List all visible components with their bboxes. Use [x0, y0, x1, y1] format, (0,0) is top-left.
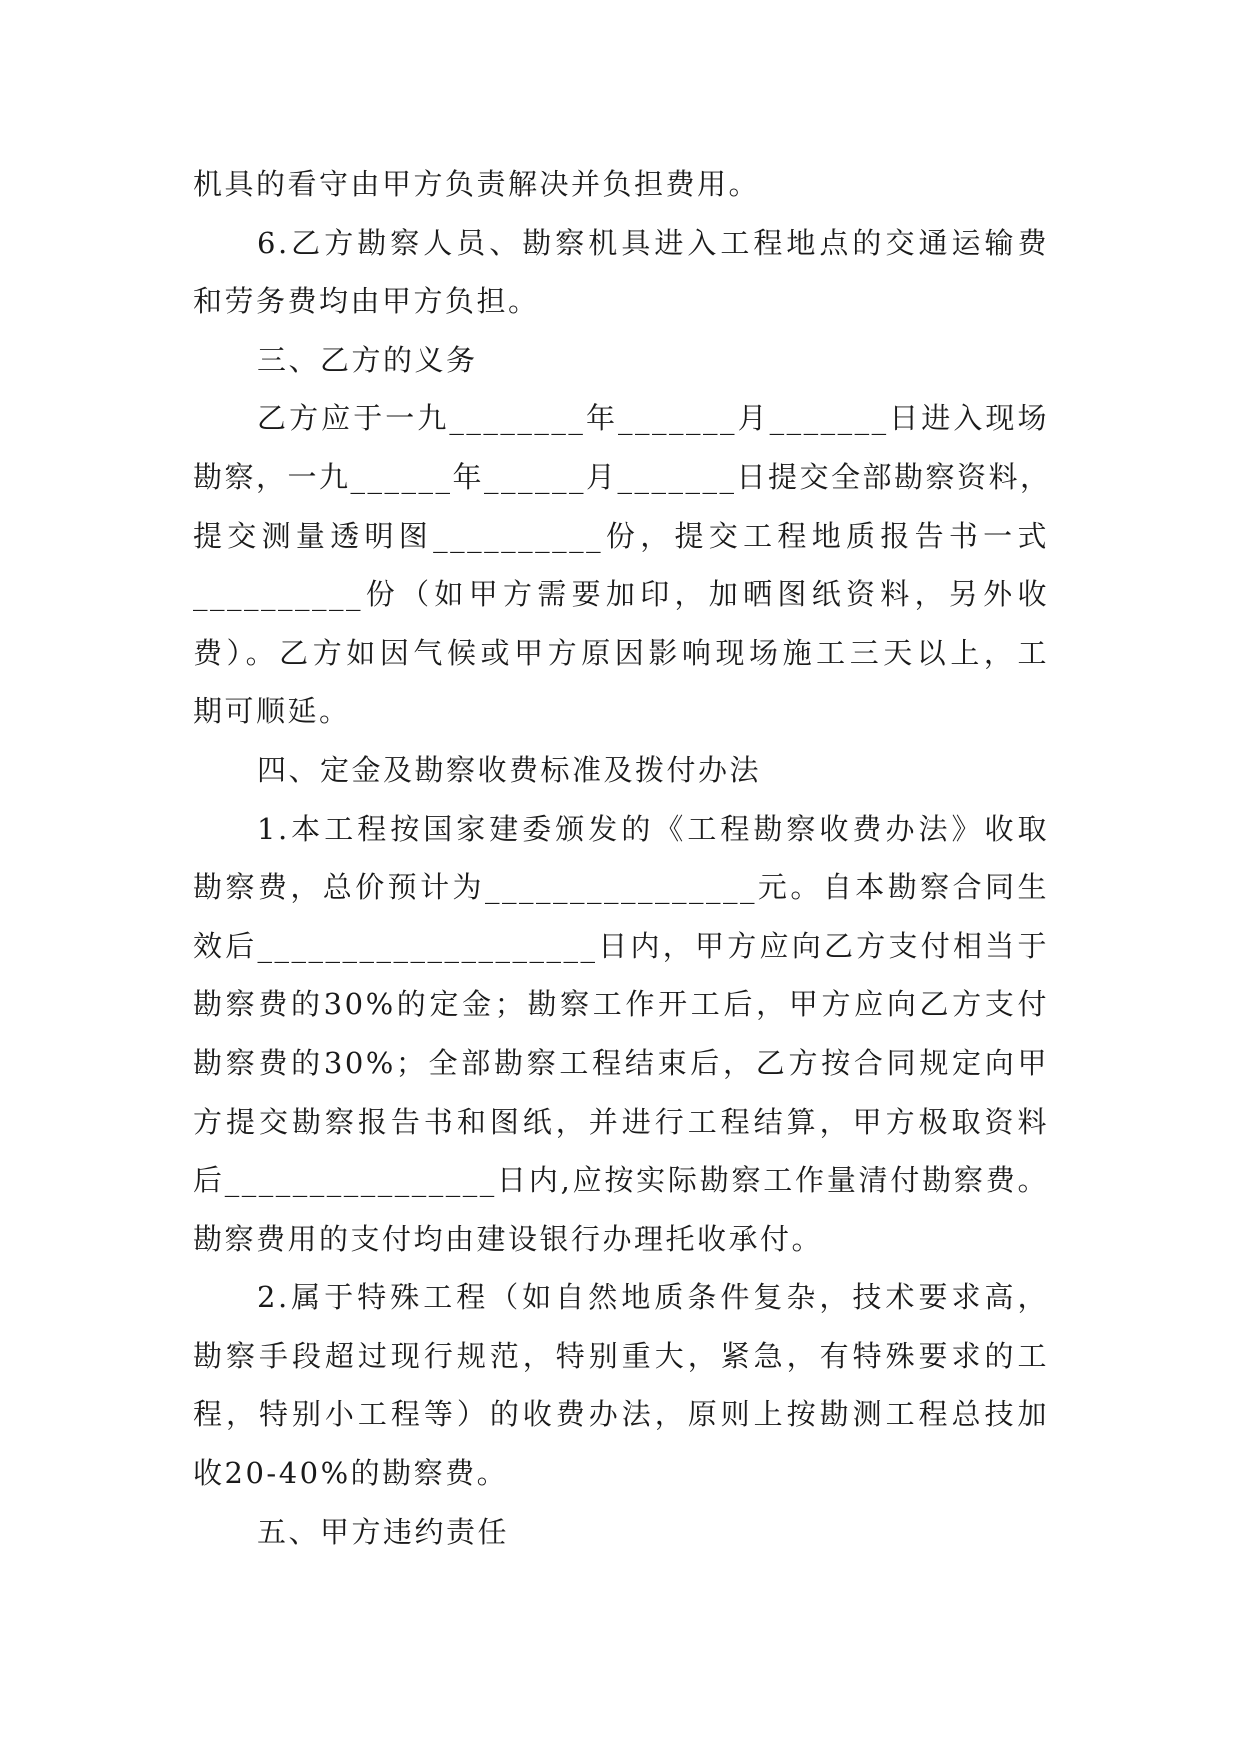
text-line: 勘察手段超过现行规范，特别重大，紧急，有特殊要求的工	[193, 1338, 1049, 1373]
text-line: 费）。乙方如因气候或甲方原因影响现场施工三天以上，工	[193, 635, 1049, 670]
document-body	[193, 155, 1052, 1561]
text-line: 6.乙方勘察人员、勘察机具进入工程地点的交通运输费	[257, 225, 1049, 260]
text-line: 乙方应于一九________年_______月_______日进入现场	[257, 401, 1049, 436]
text-line: 2.属于特殊工程（如自然地质条件复杂，技术要求高，	[257, 1280, 1049, 1315]
text-line: 勘察费，总价预计为________________元。自本勘察合同生	[193, 870, 1049, 905]
text-line: 效后____________________日内，甲方应向乙方支付相当于	[193, 928, 1049, 963]
text-line: 勘察费的30%的定金；勘察工作开工后，甲方应向乙方支付	[193, 987, 1049, 1022]
section-heading: 五、甲方违约责任	[257, 1514, 510, 1549]
text-line: 方提交勘察报告书和图纸，并进行工程结算，甲方极取资料	[193, 1104, 1049, 1139]
text-line: __________份（如甲方需要加印，加晒图纸资料，另外收	[193, 577, 1049, 612]
text-line: 机具的看守由甲方负责解决并负担费用。	[193, 167, 761, 201]
text-line: 和劳务费均由甲方负担。	[193, 284, 540, 319]
text-line: 提交测量透明图__________份，提交工程地质报告书一式	[193, 518, 1049, 553]
text-line: 勘察，一九______年______月_______日提交全部勘察资料，	[193, 459, 1052, 494]
section-heading: 四、定金及勘察收费标准及拨付办法	[257, 752, 762, 787]
text-line: 后________________日内,应按实际勘察工作量清付勘察费。	[193, 1163, 1049, 1198]
text-line: 1.本工程按国家建委颁发的《工程勘察收费办法》收取	[257, 811, 1049, 846]
section-heading: 三、乙方的义务	[257, 342, 478, 377]
text-line: 期可顺延。	[193, 694, 351, 729]
text-line: 收20-40%的勘察费。	[193, 1456, 509, 1491]
text-line: 程，特别小工程等）的收费办法，原则上按勘测工程总技加	[193, 1397, 1049, 1432]
text-line: 勘察费的30%；全部勘察工程结束后，乙方按合同规定向甲	[193, 1045, 1049, 1080]
text-line: 勘察费用的支付均由建设银行办理托收承付。	[193, 1221, 824, 1256]
